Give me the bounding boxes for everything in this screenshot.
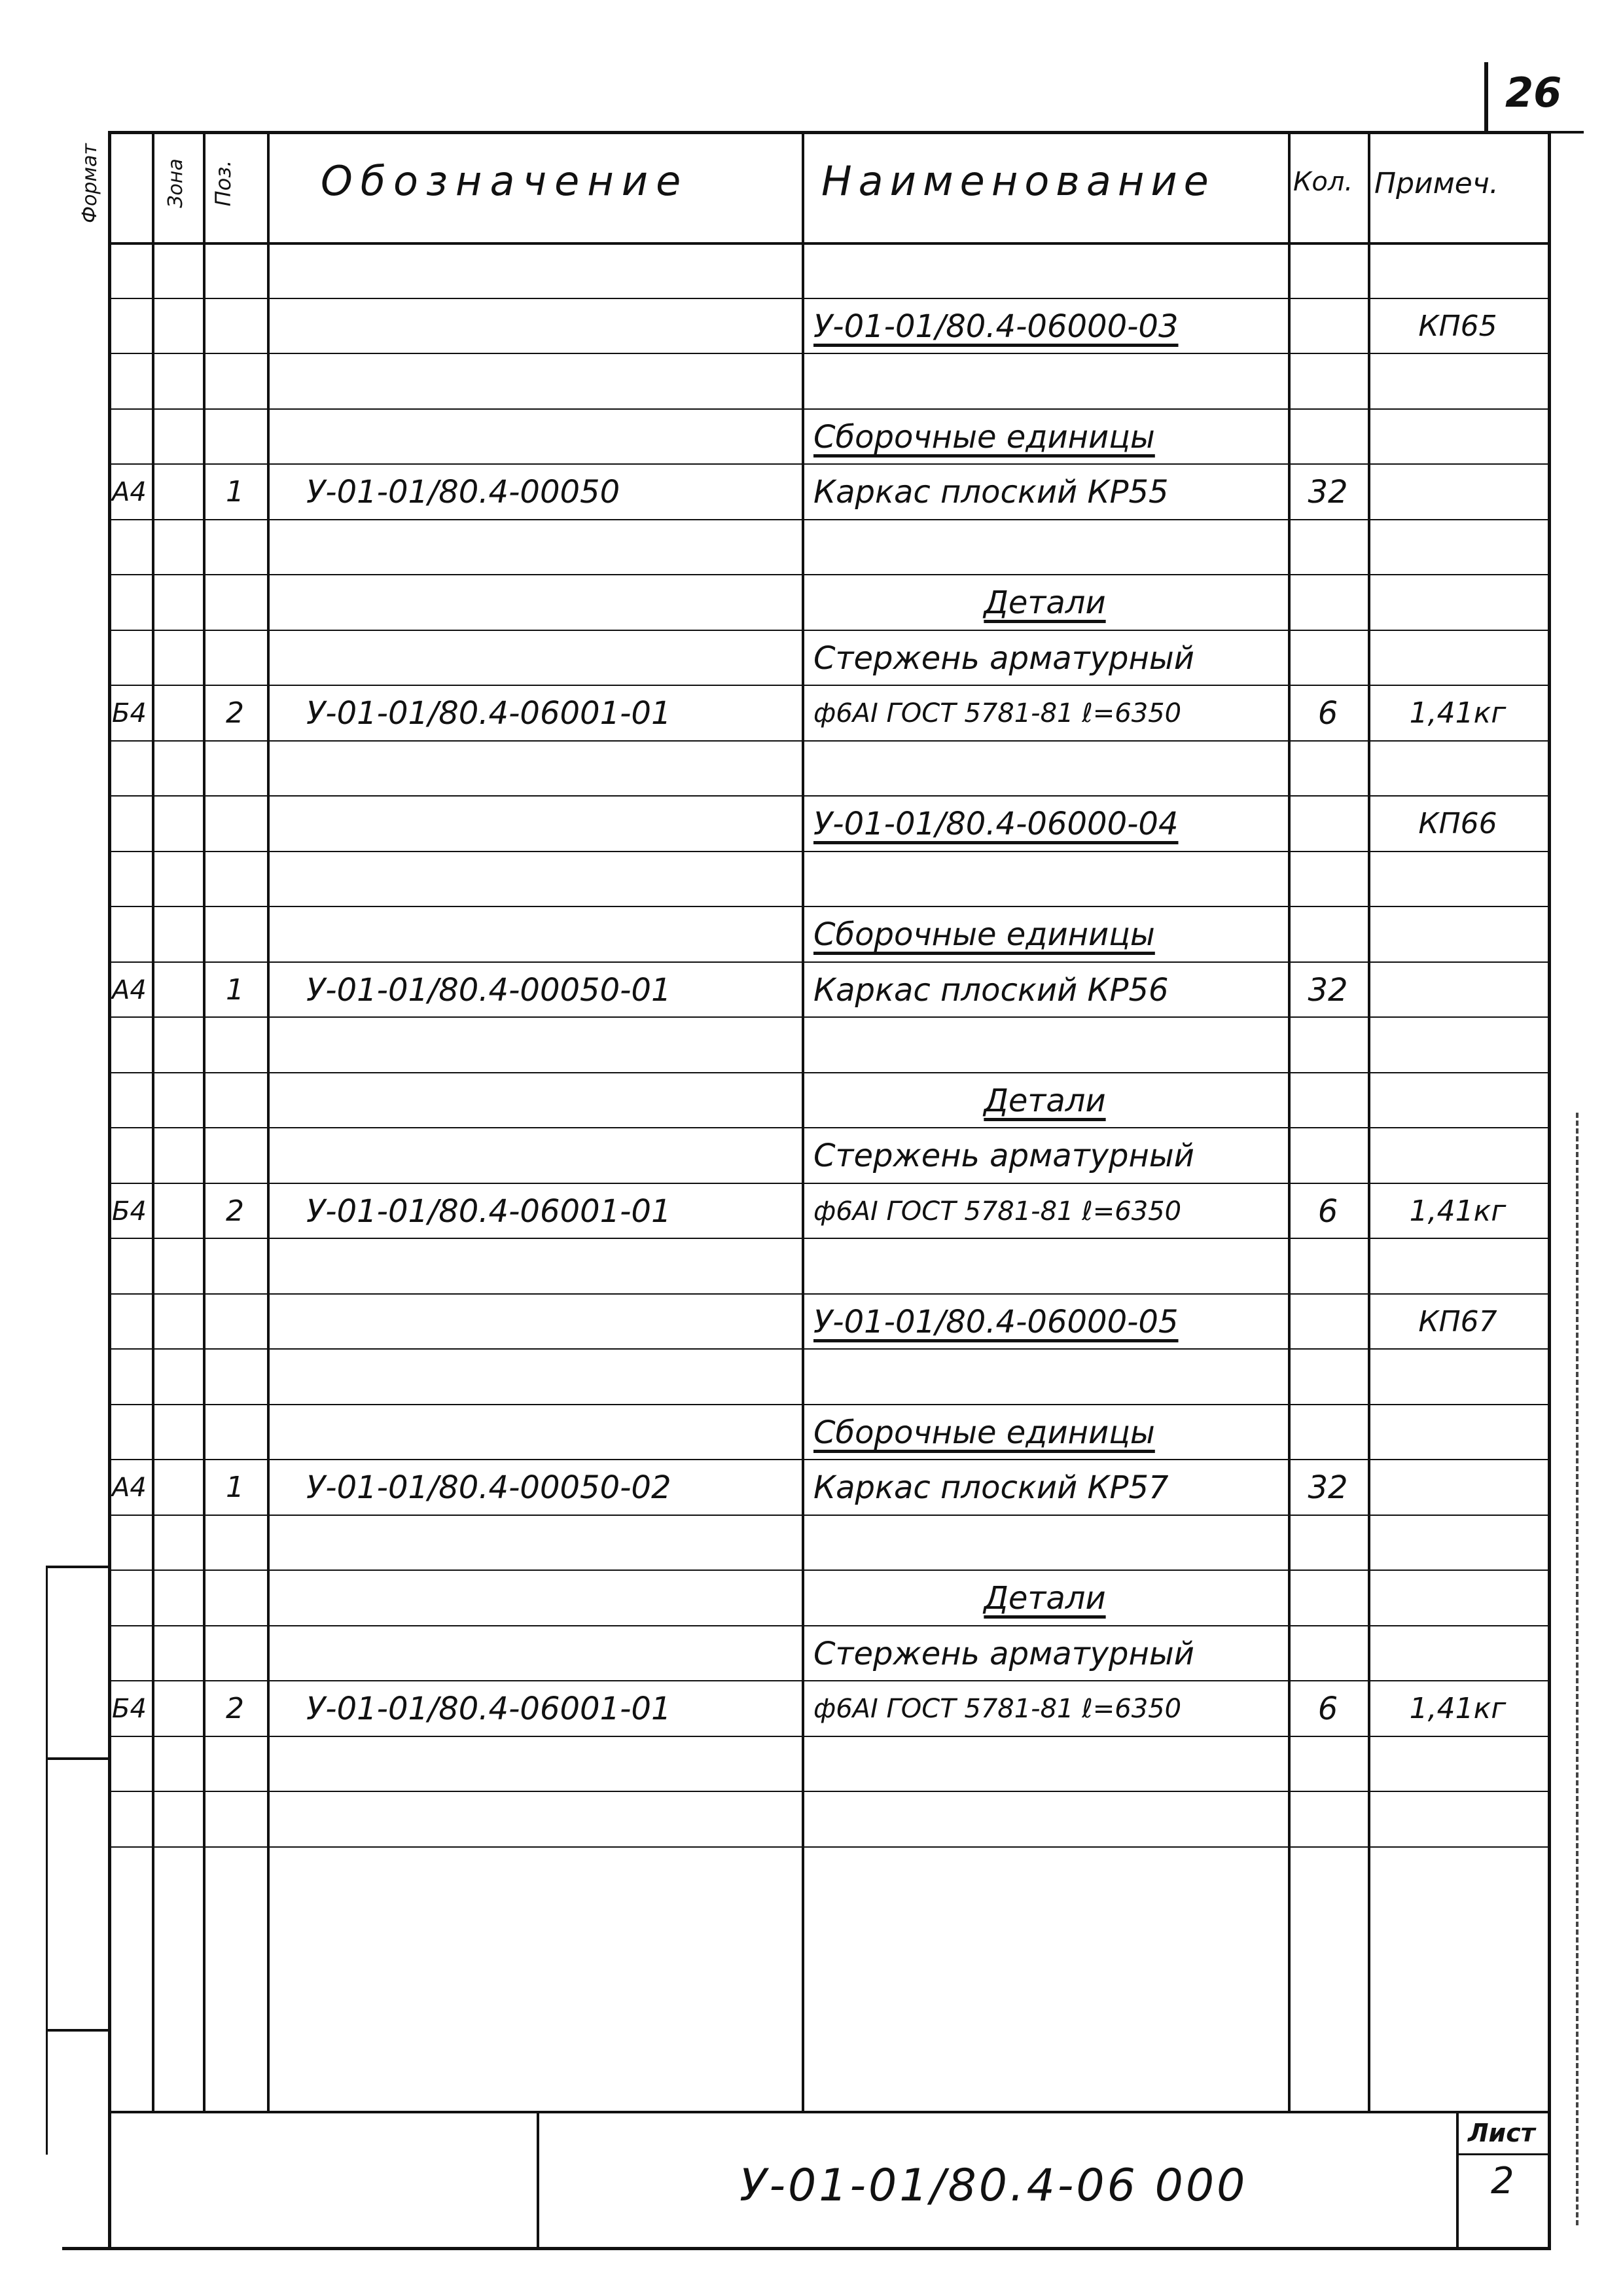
table-right-border bbox=[1548, 131, 1551, 2247]
column-divider bbox=[203, 131, 205, 2111]
row-divider bbox=[108, 1348, 1548, 1350]
row-divider bbox=[108, 353, 1548, 354]
column-divider bbox=[1368, 131, 1370, 2111]
right-dash-mark bbox=[1576, 1113, 1578, 2225]
row-name: Детали bbox=[984, 584, 1106, 621]
row-divider bbox=[108, 298, 1548, 299]
row-designation: У-01-01/80.4-06001-01 bbox=[306, 1193, 671, 1230]
header-pos: Поз. bbox=[211, 160, 236, 207]
row-format: А4 bbox=[112, 975, 147, 1005]
row-note: КП65 bbox=[1418, 310, 1497, 343]
row-divider bbox=[108, 1515, 1548, 1516]
row-divider bbox=[108, 906, 1548, 907]
header-bottom-line bbox=[108, 242, 1548, 245]
title-block-sheet-divider bbox=[1456, 2111, 1459, 2247]
row-designation: У-01-01/80.4-06001-01 bbox=[306, 1691, 671, 1727]
row-name: Сборочные единицы bbox=[813, 419, 1155, 456]
row-note: 1,41кг bbox=[1409, 1194, 1507, 1228]
title-block-top bbox=[108, 2111, 1548, 2113]
column-divider bbox=[802, 131, 804, 2111]
row-format: А4 bbox=[112, 477, 147, 507]
row-quantity: 6 bbox=[1317, 1691, 1338, 1727]
title-block-left-divider bbox=[537, 2111, 539, 2247]
row-name: Детали bbox=[984, 1580, 1106, 1617]
row-quantity: 6 bbox=[1317, 1193, 1338, 1230]
row-quantity: 6 bbox=[1317, 695, 1338, 732]
row-name: ф6АI ГОСТ 5781-81 ℓ=6350 bbox=[813, 1694, 1182, 1724]
row-quantity: 32 bbox=[1308, 1469, 1348, 1506]
row-divider bbox=[108, 1791, 1548, 1792]
header-designation: Обозначение bbox=[321, 157, 689, 205]
row-divider bbox=[108, 1736, 1548, 1737]
header-name: Наименование bbox=[821, 157, 1215, 205]
row-position: 2 bbox=[226, 1692, 244, 1725]
row-name: Каркас плоский КР55 bbox=[813, 474, 1169, 511]
row-quantity: 32 bbox=[1308, 972, 1348, 1009]
document-code: У-01-01/80.4-06 000 bbox=[740, 2160, 1248, 2212]
row-divider bbox=[108, 408, 1548, 410]
header-zone: Зона bbox=[164, 158, 187, 208]
row-divider bbox=[108, 1016, 1548, 1018]
row-name: Сборочные единицы bbox=[813, 1414, 1155, 1451]
row-designation: У-01-01/80.4-00050-01 bbox=[306, 972, 671, 1009]
row-divider bbox=[108, 685, 1548, 686]
row-divider bbox=[108, 630, 1548, 631]
row-name: Стержень арматурный bbox=[813, 1138, 1194, 1174]
row-divider bbox=[108, 961, 1548, 963]
margin-strip-edge bbox=[46, 1566, 48, 2155]
header-note: Примеч. bbox=[1374, 167, 1499, 200]
title-block-sheet-split bbox=[1456, 2153, 1548, 2155]
row-position: 1 bbox=[226, 973, 244, 1007]
row-position: 1 bbox=[226, 475, 244, 509]
row-divider bbox=[108, 1680, 1548, 1681]
row-divider bbox=[108, 851, 1548, 852]
row-designation: У-01-01/80.4-06001-01 bbox=[306, 695, 671, 732]
row-position: 1 bbox=[226, 1471, 244, 1504]
row-note: КП66 bbox=[1418, 807, 1497, 840]
row-name: Стержень арматурный bbox=[813, 1636, 1194, 1672]
row-name: ф6АI ГОСТ 5781-81 ℓ=6350 bbox=[813, 1196, 1182, 1227]
column-divider bbox=[1288, 131, 1291, 2111]
table-top-border bbox=[108, 131, 1548, 134]
header-format: Формат bbox=[79, 143, 101, 223]
row-divider bbox=[108, 1404, 1548, 1405]
sheet-number: 2 bbox=[1491, 2160, 1514, 2202]
sheet-label: Лист bbox=[1468, 2119, 1535, 2147]
row-divider bbox=[108, 1072, 1548, 1073]
header-qty: Кол. bbox=[1293, 167, 1353, 197]
row-position: 2 bbox=[226, 1194, 244, 1228]
row-divider bbox=[108, 1127, 1548, 1128]
row-divider bbox=[108, 1570, 1548, 1571]
sheet-number-top: 26 bbox=[1505, 69, 1562, 117]
row-format: Б4 bbox=[112, 1196, 147, 1227]
row-name: У-01-01/80.4-06000-04 bbox=[813, 806, 1179, 842]
top-number-divider bbox=[1484, 62, 1488, 131]
row-divider bbox=[108, 1238, 1548, 1239]
row-divider bbox=[108, 1293, 1548, 1295]
row-name: У-01-01/80.4-06000-03 bbox=[813, 308, 1179, 345]
row-divider bbox=[108, 740, 1548, 742]
row-divider bbox=[108, 1625, 1548, 1626]
margin-strip-top bbox=[46, 1566, 109, 1568]
row-divider bbox=[108, 1183, 1548, 1184]
row-quantity: 32 bbox=[1308, 474, 1348, 511]
row-name: Каркас плоский КР57 bbox=[813, 1469, 1169, 1506]
row-designation: У-01-01/80.4-00050-02 bbox=[306, 1469, 671, 1506]
row-divider bbox=[108, 574, 1548, 575]
margin-strip-mid bbox=[46, 1757, 109, 1760]
row-note: 1,41кг bbox=[1409, 696, 1507, 730]
row-format: Б4 bbox=[112, 698, 147, 728]
row-name: У-01-01/80.4-06000-05 bbox=[813, 1304, 1179, 1340]
row-divider bbox=[108, 1846, 1548, 1848]
column-divider bbox=[152, 131, 154, 2111]
margin-strip-low bbox=[46, 2029, 109, 2032]
row-note: КП67 bbox=[1418, 1305, 1497, 1338]
row-divider bbox=[108, 463, 1548, 465]
column-divider bbox=[267, 131, 270, 2111]
table-bottom-border bbox=[62, 2247, 1551, 2250]
row-format: Б4 bbox=[112, 1694, 147, 1724]
row-name: ф6АI ГОСТ 5781-81 ℓ=6350 bbox=[813, 698, 1182, 728]
row-name: Стержень арматурный bbox=[813, 640, 1194, 677]
table-left-border bbox=[108, 131, 111, 2247]
row-name: Сборочные единицы bbox=[813, 916, 1155, 953]
row-name: Каркас плоский КР56 bbox=[813, 972, 1169, 1009]
row-designation: У-01-01/80.4-00050 bbox=[306, 474, 620, 511]
row-note: 1,41кг bbox=[1409, 1692, 1507, 1725]
row-divider bbox=[108, 1459, 1548, 1460]
row-divider bbox=[108, 795, 1548, 797]
row-format: А4 bbox=[112, 1473, 147, 1503]
row-position: 2 bbox=[226, 696, 244, 730]
row-name: Детали bbox=[984, 1083, 1106, 1119]
row-divider bbox=[108, 519, 1548, 520]
